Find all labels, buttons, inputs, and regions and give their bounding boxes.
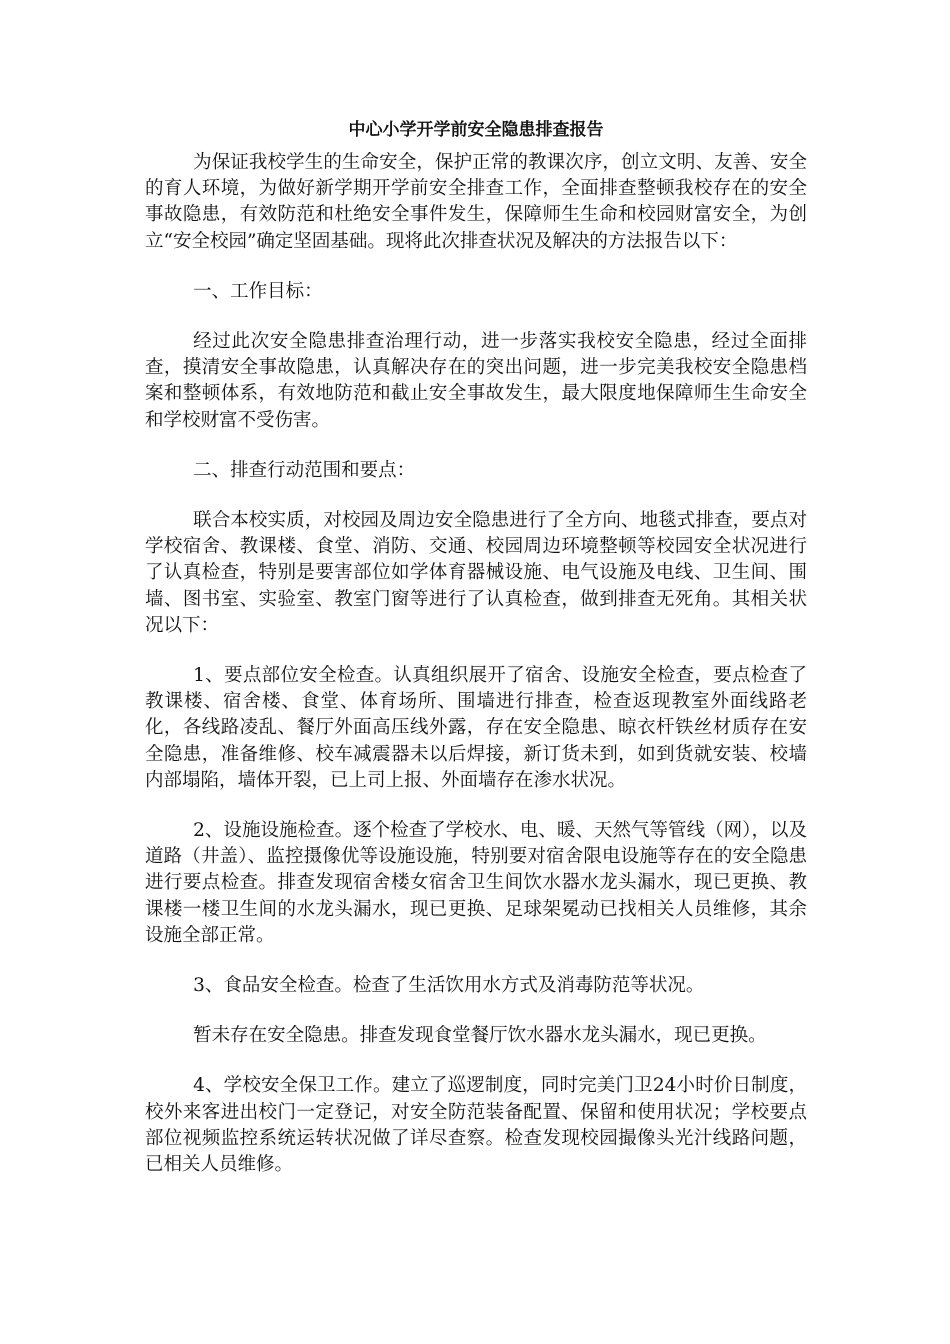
item-4-paragraph: 4、学校安全保卫工作。建立了巡逻制度，同时完美门卫24小时价日制度，校外来客进出校门一定登记，对安全防范装备配置、保留和使用状况；学校要点部位视频监控系统运转状况做了详尽查察。检查发现校园撮像头光汁线路问题，已相关人员维修。 (145, 1075, 807, 1176)
item-1-paragraph: 1、要点部位安全检查。认真组织展开了宿舍、设施安全检查，要点检查了教课楼、宿舍楼、食堂、体育场所、围墙进行排查，检查返现教室外面线路老化，各线路凌乱、餐厅外面高压线外露，存在安全隐患、晾衣杆铁丝材质存在安全隐患，准备维修、校车减震器未以后焊接，新订货未到，如到货就安装、校墙内部塌陷，墙体开裂，已上司上报、外面墙存在渗水状况。 (145, 665, 807, 791)
goals-paragraph: 经过此次安全隐患排查治理行动，进一步落实我校安全隐患，经过全面排查，摸清安全事故隐患，认真解决存在的突出问题，进一步完美我校安全隐患档案和整顿体系，有效地防范和截止安全事故发生，最大限度地保障师生生命安全和学校财富不受伤害。 (145, 331, 807, 431)
scope-paragraph: 联合本校实质，对校园及周边安全隐患进行了全方向、地毯式排查，要点对学校宿舍、教课楼、食堂、消防、交通、校园周边环境整顿等校园安全状况进行了认真检查，特别是要害部位如学体育器械设施、电气设施及电线、卫生间、围墙、图书室、实验室、教室门窗等进行了认真检查，做到排查无死角。其相关状况以下： (145, 510, 807, 636)
document-page (145, 118, 807, 1202)
section-heading-goals: 一、工作目标： (193, 280, 323, 302)
item-3-note-paragraph: 暂未存在安全隐患。排查发现食堂餐厅饮水器水龙头漏水，现已更换。 (193, 1025, 767, 1047)
document-title: 中心小学开学前安全隐患排查报告 (348, 120, 604, 140)
section-heading-scope: 二、排查行动范围和要点： (193, 459, 416, 481)
item-2-paragraph: 2、设施设施检查。逐个检查了学校水、电、暖、天然气等管线（网），以及道路（井盖）、监控摄像优等设施设施，特别要对宿舍限电设施等存在的安全隐患进行要点检查。排查发现宿舍楼女宿舍卫生间饮水器水龙头漏水，现已更换、教课楼一楼卫生间的水龙头漏水，现已更换、足球架冕动已找相关人员维修，其余设施全部正常。 (145, 820, 807, 946)
intro-paragraph: 为保证我校学生的生命安全，保护正常的教课次序，创立文明、友善、安全的育人环境，为做好新学期开学前安全排查工作，全面排查整顿我校存在的安全事故隐患，有效防范和杜绝安全事件发生，保障师生生命和校园财富安全，为创立“安全校园”确定坚固基础。现将此次排查状况及解决的方法报告以下： (145, 152, 807, 252)
item-3-paragraph: 3、食品安全检查。检查了生活饮用水方式及消毒防范等状况。 (193, 975, 705, 997)
